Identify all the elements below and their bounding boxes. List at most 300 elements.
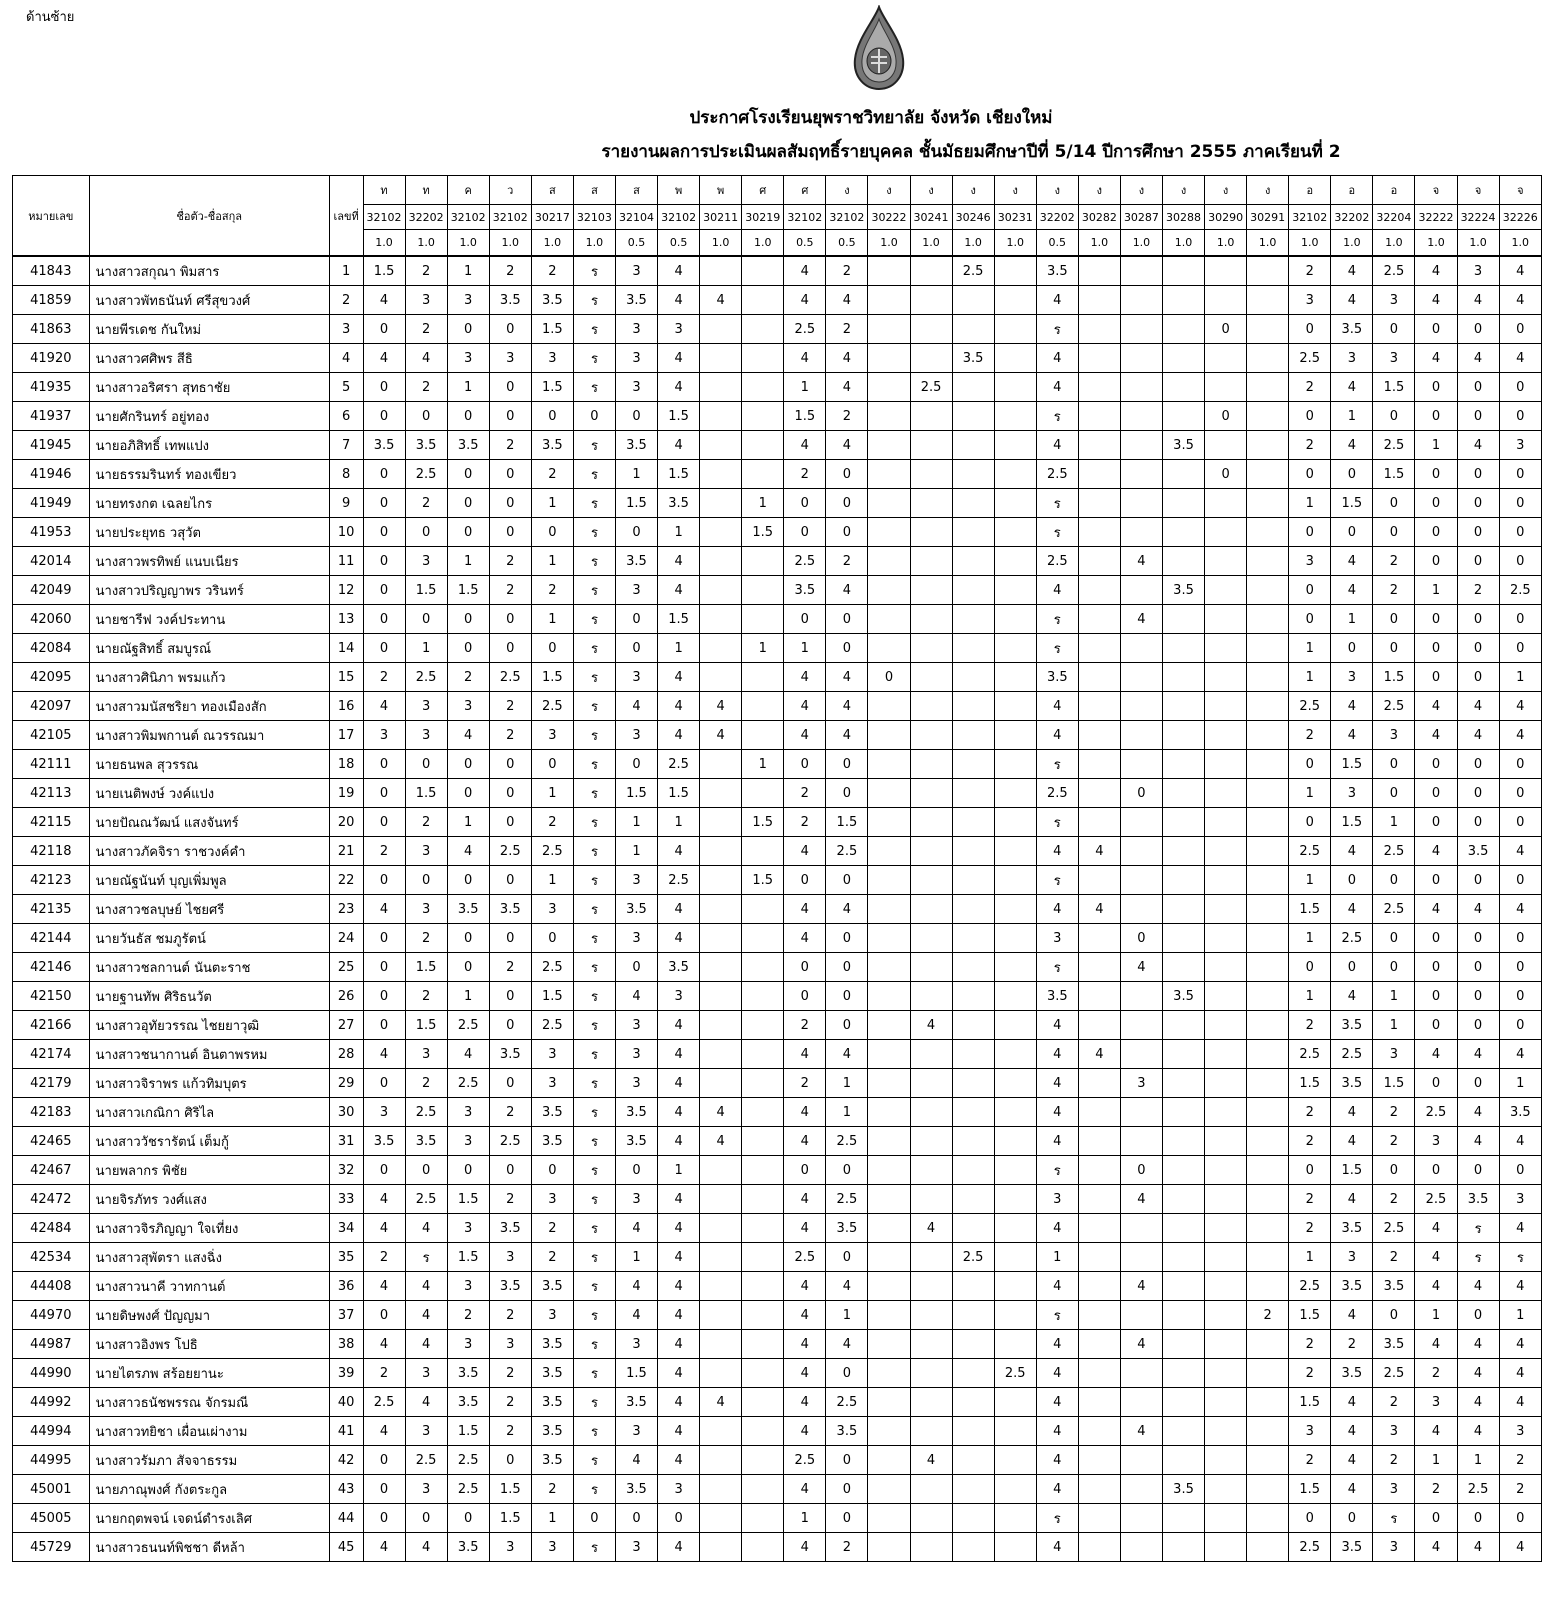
student-number: 23: [329, 895, 363, 924]
grade-cell: [700, 1301, 742, 1330]
grade-cell: 4: [1499, 1127, 1541, 1156]
student-number: 17: [329, 721, 363, 750]
grade-cell: [952, 1359, 994, 1388]
grade-cell: 4: [658, 576, 700, 605]
student-name: นายพลากร พิชัย: [89, 1156, 329, 1185]
subject-credit: 1.0: [405, 230, 447, 257]
subject-group: ศ: [742, 176, 784, 205]
grade-cell: 1.5: [658, 605, 700, 634]
grade-cell: [868, 982, 910, 1011]
grade-cell: 4: [784, 1098, 826, 1127]
grade-cell: 0: [1457, 750, 1499, 779]
subject-credit: 1.0: [952, 230, 994, 257]
grade-cell: [1247, 431, 1289, 460]
grade-report-table-wrapper: [12, 175, 1542, 1562]
grade-cell: 2.5: [952, 1243, 994, 1272]
grade-cell: 0: [1373, 866, 1415, 895]
grade-cell: 0: [405, 866, 447, 895]
grade-cell: 0: [1499, 547, 1541, 576]
grade-cell: [910, 1359, 952, 1388]
grade-cell: 1: [658, 518, 700, 547]
grade-cell: 0: [573, 402, 615, 431]
grade-cell: [868, 1185, 910, 1214]
grade-cell: [910, 605, 952, 634]
grade-cell: 3.5: [531, 1098, 573, 1127]
grade-cell: [1078, 1011, 1120, 1040]
grade-cell: [994, 692, 1036, 721]
grade-cell: 3.5: [447, 1388, 489, 1417]
grade-cell: ร: [573, 605, 615, 634]
grade-cell: [742, 460, 784, 489]
grade-cell: ร: [573, 1214, 615, 1243]
grade-cell: 2: [531, 1475, 573, 1504]
header-number: เลขที่: [329, 176, 363, 257]
grade-cell: [994, 1098, 1036, 1127]
grade-cell: 1: [658, 808, 700, 837]
student-number: 6: [329, 402, 363, 431]
grade-cell: [742, 286, 784, 315]
grade-cell: ร: [573, 634, 615, 663]
grade-cell: 3.5: [531, 1388, 573, 1417]
grade-cell: 4: [784, 1185, 826, 1214]
grade-cell: 2: [784, 460, 826, 489]
grade-cell: 2.5: [1036, 779, 1078, 808]
grade-cell: 4: [658, 547, 700, 576]
grade-cell: [952, 1417, 994, 1446]
grade-cell: 4: [1415, 1417, 1457, 1446]
grade-cell: 2: [1289, 256, 1331, 286]
grade-cell: 1.5: [1289, 1475, 1331, 1504]
grade-cell: 4: [1457, 1098, 1499, 1127]
grade-cell: 1.5: [405, 953, 447, 982]
grade-cell: 4: [1457, 286, 1499, 315]
grade-cell: 4: [1331, 721, 1373, 750]
grade-cell: 3.5: [363, 1127, 405, 1156]
subject-credit: 1.0: [1457, 230, 1499, 257]
grade-cell: ร: [573, 344, 615, 373]
grade-cell: 2.5: [1289, 692, 1331, 721]
grade-cell: 3: [405, 895, 447, 924]
grade-cell: [1120, 460, 1162, 489]
subject-code: 32202: [405, 205, 447, 230]
subject-code: 32102: [489, 205, 531, 230]
grade-cell: [952, 1388, 994, 1417]
grade-cell: 3.5: [826, 1417, 868, 1446]
grade-cell: 4: [1331, 256, 1373, 286]
grade-cell: 0: [1373, 924, 1415, 953]
grade-cell: 2.5: [405, 460, 447, 489]
grade-cell: 2.5: [784, 1243, 826, 1272]
grade-cell: 4: [1120, 1330, 1162, 1359]
subject-credit: 1.0: [1289, 230, 1331, 257]
student-name: นายวันธัส ชมภูรัตน์: [89, 924, 329, 953]
grade-cell: 2: [826, 1533, 868, 1562]
subject-group: อ: [1373, 176, 1415, 205]
grade-cell: 2.5: [489, 837, 531, 866]
grade-cell: [1247, 489, 1289, 518]
grade-cell: 2: [489, 576, 531, 605]
grade-cell: 4: [1036, 1214, 1078, 1243]
grade-cell: 0: [1457, 373, 1499, 402]
grade-cell: [1205, 895, 1247, 924]
table-row: [13, 605, 1542, 634]
grade-cell: 4: [658, 1330, 700, 1359]
grade-cell: 0: [489, 489, 531, 518]
table-row: [13, 344, 1542, 373]
grade-cell: 3: [489, 344, 531, 373]
grade-cell: ร: [1036, 866, 1078, 895]
subject-group: ว: [489, 176, 531, 205]
grade-cell: 1.5: [447, 1417, 489, 1446]
table-row: [13, 402, 1542, 431]
grade-cell: 4: [1331, 576, 1373, 605]
grade-cell: 4: [1331, 982, 1373, 1011]
grade-cell: [1162, 866, 1204, 895]
table-row: [13, 1069, 1542, 1098]
grade-cell: 0: [489, 373, 531, 402]
grade-cell: 4: [1120, 1272, 1162, 1301]
grade-cell: 3.5: [1331, 1214, 1373, 1243]
grade-cell: [910, 1069, 952, 1098]
grade-cell: 0: [826, 982, 868, 1011]
grade-cell: ร: [1036, 518, 1078, 547]
grade-cell: 4: [1331, 1301, 1373, 1330]
grade-cell: 4: [1036, 1011, 1078, 1040]
grade-cell: 3: [405, 1359, 447, 1388]
grade-cell: [1078, 721, 1120, 750]
grade-cell: 0: [826, 1243, 868, 1272]
grade-cell: [1162, 1214, 1204, 1243]
student-id: 44987: [13, 1330, 90, 1359]
grade-cell: [700, 1475, 742, 1504]
grade-cell: 0: [1373, 779, 1415, 808]
grade-cell: 0: [447, 460, 489, 489]
grade-cell: 2.5: [1373, 895, 1415, 924]
grade-cell: [1120, 1533, 1162, 1562]
grade-cell: 4: [826, 373, 868, 402]
grade-cell: [1205, 1040, 1247, 1069]
grade-cell: [1247, 286, 1289, 315]
grade-cell: 0: [447, 402, 489, 431]
grade-cell: 0: [1499, 1156, 1541, 1185]
grade-cell: [700, 982, 742, 1011]
grade-cell: [994, 1040, 1036, 1069]
grade-cell: 4: [405, 344, 447, 373]
grade-cell: 2: [405, 1069, 447, 1098]
table-row: [13, 431, 1542, 460]
table-row: [13, 373, 1542, 402]
grade-cell: 0: [1499, 518, 1541, 547]
grade-cell: 2.5: [1373, 837, 1415, 866]
grade-cell: [742, 547, 784, 576]
grade-cell: 0: [1415, 1069, 1457, 1098]
table-row: [13, 1156, 1542, 1185]
grade-cell: 3: [447, 692, 489, 721]
grade-cell: 0: [489, 460, 531, 489]
grade-cell: 0: [1457, 634, 1499, 663]
grade-cell: 4: [784, 256, 826, 286]
grade-cell: 0: [363, 547, 405, 576]
grade-cell: 4: [1457, 692, 1499, 721]
grade-cell: 1.5: [1331, 489, 1373, 518]
grade-cell: 1.5: [742, 808, 784, 837]
student-name: นายไตรภพ สร้อยยานะ: [89, 1359, 329, 1388]
grade-cell: 2.5: [447, 1011, 489, 1040]
student-number: 8: [329, 460, 363, 489]
table-row: [13, 518, 1542, 547]
grade-cell: 3: [615, 1011, 657, 1040]
grade-cell: [868, 634, 910, 663]
grade-cell: 4: [1120, 1185, 1162, 1214]
grade-cell: [1120, 576, 1162, 605]
grade-cell: 3: [1373, 1417, 1415, 1446]
student-id: 42183: [13, 1098, 90, 1127]
student-number: 31: [329, 1127, 363, 1156]
grade-cell: 2: [1373, 1127, 1415, 1156]
grade-cell: [1205, 1185, 1247, 1214]
grade-cell: [1162, 489, 1204, 518]
grade-cell: 1: [447, 982, 489, 1011]
grade-cell: [994, 1243, 1036, 1272]
grade-cell: 2.5: [405, 1098, 447, 1127]
grade-cell: [1120, 1214, 1162, 1243]
grade-cell: 0: [826, 866, 868, 895]
grade-cell: [1078, 1272, 1120, 1301]
grade-cell: [700, 1243, 742, 1272]
grade-cell: [1078, 1533, 1120, 1562]
grade-cell: [1120, 1446, 1162, 1475]
grade-cell: 0: [1373, 1301, 1415, 1330]
grade-cell: ร: [573, 1388, 615, 1417]
subject-code: 30290: [1205, 205, 1247, 230]
grade-cell: 1.5: [447, 1185, 489, 1214]
grade-cell: 4: [1499, 256, 1541, 286]
grade-cell: 4: [363, 1272, 405, 1301]
grade-cell: [868, 1214, 910, 1243]
grade-cell: 2.5: [447, 1069, 489, 1098]
grade-cell: ร: [1036, 1301, 1078, 1330]
grade-cell: 4: [658, 1417, 700, 1446]
grade-cell: 4: [784, 1388, 826, 1417]
grade-cell: 1: [531, 1504, 573, 1533]
grade-cell: [1247, 750, 1289, 779]
grade-cell: 0: [1457, 547, 1499, 576]
grade-cell: [952, 634, 994, 663]
grade-cell: [910, 402, 952, 431]
student-name: นางสาวมนัสชริยา ทองเมืองสัก: [89, 692, 329, 721]
grade-cell: 4: [1036, 692, 1078, 721]
grade-cell: 4: [1457, 1388, 1499, 1417]
grade-cell: 4: [784, 837, 826, 866]
grade-cell: 4: [910, 1446, 952, 1475]
grade-cell: [994, 1388, 1036, 1417]
grade-cell: 1: [531, 547, 573, 576]
grade-cell: 0: [1289, 953, 1331, 982]
subject-group: ส: [573, 176, 615, 205]
student-id: 42144: [13, 924, 90, 953]
grade-cell: [1247, 373, 1289, 402]
grade-cell: [1078, 1069, 1120, 1098]
grade-cell: 0: [1373, 1156, 1415, 1185]
grade-cell: 3: [658, 982, 700, 1011]
student-number: 39: [329, 1359, 363, 1388]
grade-cell: 0: [1415, 315, 1457, 344]
grade-cell: 2: [826, 402, 868, 431]
grade-cell: [1120, 1504, 1162, 1533]
subject-credit: 1.0: [1162, 230, 1204, 257]
grade-cell: 0: [658, 1504, 700, 1533]
grade-cell: 2: [1373, 1243, 1415, 1272]
grade-cell: 1: [1373, 808, 1415, 837]
grade-cell: [700, 402, 742, 431]
grade-cell: 0: [405, 605, 447, 634]
grade-cell: 0: [1457, 1069, 1499, 1098]
grade-cell: [1078, 1446, 1120, 1475]
grade-cell: 1.5: [363, 256, 405, 286]
grade-cell: [1162, 373, 1204, 402]
grade-cell: [700, 779, 742, 808]
grade-cell: [742, 1330, 784, 1359]
grade-cell: [952, 866, 994, 895]
table-row: [13, 1359, 1542, 1388]
grade-cell: 2: [405, 315, 447, 344]
table-row: [13, 1040, 1542, 1069]
grade-cell: 4: [700, 286, 742, 315]
grade-cell: [1078, 1388, 1120, 1417]
subject-credit: 1.0: [1247, 230, 1289, 257]
table-row: [13, 1417, 1542, 1446]
grade-cell: ร: [573, 1272, 615, 1301]
table-row: [13, 1272, 1542, 1301]
subject-group: ง: [826, 176, 868, 205]
grade-cell: 0: [1457, 518, 1499, 547]
grade-cell: [742, 692, 784, 721]
student-number: 21: [329, 837, 363, 866]
grade-cell: 0: [489, 634, 531, 663]
grade-cell: 4: [784, 895, 826, 924]
grade-cell: [1120, 1011, 1162, 1040]
grade-cell: 3: [405, 1475, 447, 1504]
grade-cell: [1205, 1446, 1247, 1475]
grade-cell: [994, 373, 1036, 402]
table-row: [13, 1446, 1542, 1475]
grade-cell: 4: [1415, 256, 1457, 286]
grade-cell: 0: [826, 750, 868, 779]
grade-cell: [910, 808, 952, 837]
grade-cell: 4: [1415, 286, 1457, 315]
subject-credit: 1.0: [573, 230, 615, 257]
grade-cell: [1078, 953, 1120, 982]
grade-cell: 3: [405, 1417, 447, 1446]
grade-cell: [1247, 663, 1289, 692]
student-number: 25: [329, 953, 363, 982]
grade-cell: ร: [573, 1040, 615, 1069]
grade-cell: [1205, 779, 1247, 808]
grade-cell: 3: [1036, 1185, 1078, 1214]
grade-cell: 0: [1373, 634, 1415, 663]
grade-cell: [1205, 286, 1247, 315]
grade-cell: 2.5: [1373, 692, 1415, 721]
grade-cell: 4: [1415, 721, 1457, 750]
table-row: [13, 837, 1542, 866]
grade-cell: [1247, 1156, 1289, 1185]
grade-cell: 4: [826, 721, 868, 750]
grade-cell: 2.5: [1373, 1359, 1415, 1388]
grade-cell: [700, 1417, 742, 1446]
grade-cell: [994, 1156, 1036, 1185]
grade-cell: 4: [1120, 547, 1162, 576]
grade-cell: 2: [784, 1069, 826, 1098]
student-name: นายชารีฟ วงค์ประทาน: [89, 605, 329, 634]
grade-cell: 2: [1289, 1359, 1331, 1388]
grade-cell: [910, 953, 952, 982]
grade-cell: [952, 489, 994, 518]
grade-cell: 4: [826, 663, 868, 692]
grade-cell: 0: [1415, 634, 1457, 663]
grade-cell: 0: [1457, 924, 1499, 953]
grade-cell: [700, 750, 742, 779]
grade-cell: [994, 1214, 1036, 1243]
grade-cell: 3.5: [531, 1330, 573, 1359]
grade-cell: 2: [531, 256, 573, 286]
grade-cell: [700, 1011, 742, 1040]
grade-cell: 4: [658, 1272, 700, 1301]
grade-cell: 0: [1499, 982, 1541, 1011]
grade-cell: 4: [658, 895, 700, 924]
grade-cell: 4: [658, 1533, 700, 1562]
grade-cell: [742, 373, 784, 402]
grade-cell: [1205, 1214, 1247, 1243]
grade-cell: [868, 489, 910, 518]
grade-cell: 3: [615, 1330, 657, 1359]
subject-group: พ: [700, 176, 742, 205]
student-id: 44994: [13, 1417, 90, 1446]
grade-cell: [1205, 344, 1247, 373]
table-row: [13, 895, 1542, 924]
grade-cell: 1: [615, 460, 657, 489]
grade-cell: 2: [489, 1185, 531, 1214]
grade-cell: [910, 1330, 952, 1359]
grade-cell: 3.5: [615, 1475, 657, 1504]
grade-cell: 2: [447, 663, 489, 692]
grade-cell: 1: [742, 634, 784, 663]
grade-cell: 4: [1036, 1388, 1078, 1417]
grade-cell: 4: [700, 1127, 742, 1156]
grade-cell: 2.5: [405, 1446, 447, 1475]
grade-cell: 4: [826, 576, 868, 605]
grade-cell: 2: [405, 808, 447, 837]
grade-cell: 4: [1457, 1330, 1499, 1359]
grade-cell: 0: [615, 518, 657, 547]
grade-cell: 1.5: [531, 373, 573, 402]
grade-cell: 2: [1289, 373, 1331, 402]
grade-cell: [1205, 1011, 1247, 1040]
grade-cell: [1162, 953, 1204, 982]
grade-cell: 1: [1289, 634, 1331, 663]
grade-cell: [1162, 344, 1204, 373]
grade-cell: [868, 692, 910, 721]
grade-cell: [994, 605, 1036, 634]
grade-cell: [952, 1533, 994, 1562]
grade-cell: [1078, 373, 1120, 402]
grade-cell: ร: [573, 256, 615, 286]
grade-cell: 4: [1457, 344, 1499, 373]
grade-cell: [1247, 1533, 1289, 1562]
grade-cell: [700, 489, 742, 518]
subject-credit: 0.5: [784, 230, 826, 257]
grade-cell: 2: [1289, 1127, 1331, 1156]
grade-cell: [952, 576, 994, 605]
